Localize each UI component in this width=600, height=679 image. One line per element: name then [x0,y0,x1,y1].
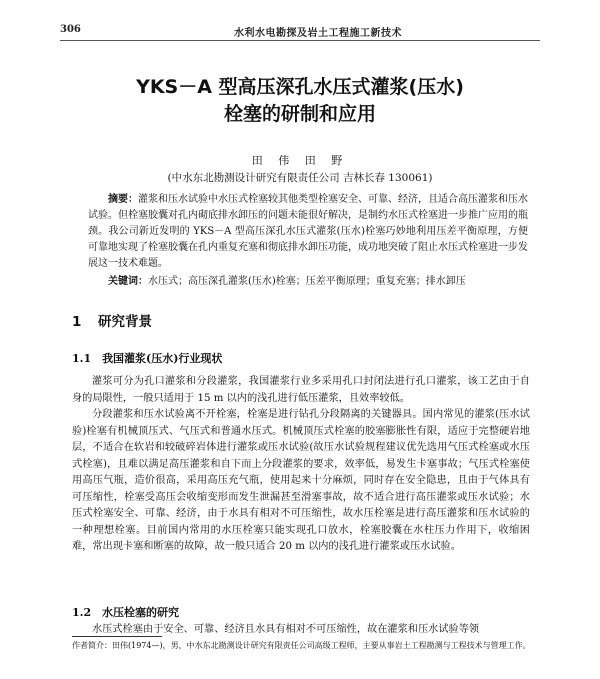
body-paragraph: 分段灌浆和压水试验离不开栓塞，栓塞是进行钻孔分段隔离的关键器具。国内常见的灌浆(压水试验)栓塞有机械顶压式、气压式和普通水压式。机械顶压式栓塞的胶塞膨胀性有限，适应于完整硬岩地层，不适合在软岩和较破碎岩体进行灌浆或压水试验(故压水试验规程建议优先选用气压式栓塞或水压式栓塞)，且难以满足高压灌浆和自下而上分段灌浆的要求，效率低，易发生卡塞事故；气压式栓塞使用高压气瓶，造价很高，采用高压充气瓶，使用起来十分麻烦，同时存在安全隐患，且由于气体具有可压缩性，栓塞受高压会收缩变形而发生泄漏甚至滑塞事故，故不适合进行高压灌浆或压水试验；水压式栓塞安全、可靠、经济，由于水具有相对不可压缩性，故水压栓塞是进行高压灌浆和压水试验的一种理想栓塞。目前国内常用的水压栓塞只能实现孔口放水，栓塞胶囊在水柱压力作用下，收缩困难，常出现卡塞和断塞的故障，故一般只适合 20 m 以内的浅孔进行灌浆或压水试验。 [72,409,530,552]
section-title: 研究背景 [98,314,152,330]
section-heading [72,310,152,330]
title-line-1: YKS－A 型高压深孔水压式灌浆(压水) [136,76,464,98]
footnote-rule [72,636,162,637]
header-rule [60,40,540,41]
subsection-title: 我国灌浆(压水)行业现状 [102,352,223,365]
keywords-label: 关键词： [108,276,148,287]
author-footnote: 作者简介：田伟(1974—)，男，中水东北勘测设计研究有限责任公司高级工程师，主要从事岩土工程勘测与工程技术与管理工作。 [72,641,531,650]
subsection-number: 1.2 [72,606,92,619]
subsection-number: 1.1 [72,352,92,365]
affiliation: (中水东北勘测设计研究有限责任公司 吉林长春 130061) [167,172,433,184]
title-line-2: 栓塞的研制和应用 [223,103,376,125]
keywords [88,274,528,290]
abstract-label: 摘要： [108,194,138,205]
abstract-text: 灌浆和压水试验中水压式栓塞较其他类型栓塞安全、可靠、经济，且适合高压灌浆和压水试验。但栓塞胶囊对孔内砌底排水卸压的问题未能很好解决，是制约水压式栓塞进一步推广应用的瓶颈。我公司新近发明的 YKS－A 型高压深孔水压式灌浆(压水)栓塞巧妙地利用压差平衡原理，方便可靠地实现了栓塞胶囊在孔内重复充塞和彻底排水卸压功能，成功地突破了阻止水压式栓塞进一步发展这一技术难题。 [88,194,528,269]
body-paragraph: 灌浆可分为孔口灌浆和分段灌浆，我国灌浆行业多采用孔口封闭法进行孔口灌浆，该工艺由于自身的局限性，一般只适用于 15 m 以内的浅孔进行低压灌浆，且效率较低。 [72,376,530,404]
authors: 田 伟 田 野 [251,154,349,167]
subsection-heading [72,604,179,620]
running-header [60,24,540,40]
paper-title [60,74,540,128]
body-paragraph: 水压式栓塞由于安全、可靠、经济且水具有相对不可压缩性，故在灌浆和压水试验等领 [92,624,480,635]
section-number: 1 [72,314,82,330]
subsection-title: 水压栓塞的研究 [102,606,179,619]
abstract [88,192,528,272]
journal-title: 水利水电勘探及岩土工程施工新技术 [234,28,402,39]
page-number: 306 [60,24,81,35]
subsection-heading [72,350,222,366]
keywords-text: 水压式；高压深孔灌浆(压水)栓塞；压差平衡原理；重复充塞；排水卸压 [148,276,466,287]
